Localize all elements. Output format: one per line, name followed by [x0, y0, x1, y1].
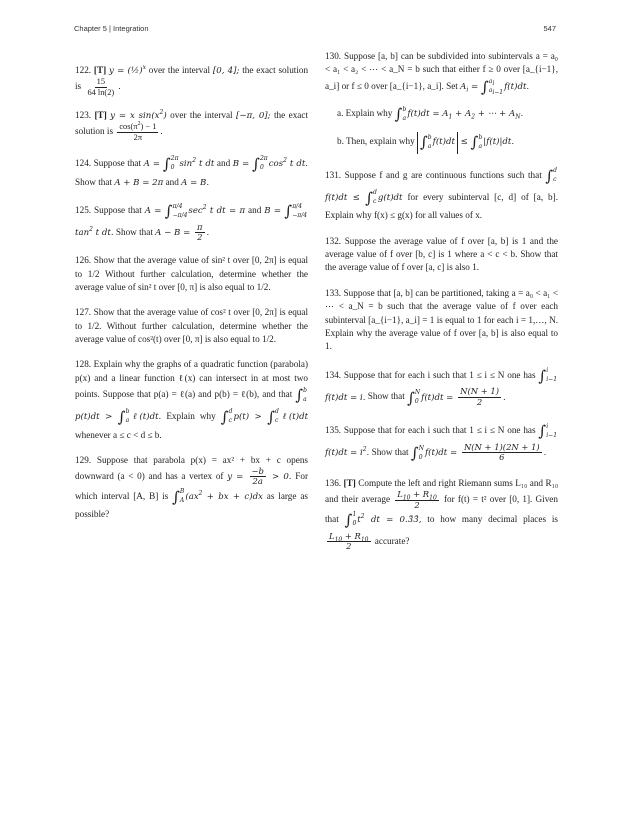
formula: ∫ N 0 f(t)dt = $\frac{N(N + 1)}{2}$ .: [407, 386, 506, 407]
exercise-122: 122. [T] y = (½)$^x$ over the interval [0, 4]; the exact solution is $\frac{15}{64 \ln(2)}$ .: [75, 64, 309, 97]
formula: ∫ d c p(t) > ∫ d c ℓ(t)dt: [220, 407, 309, 426]
formula: ∫ b a p(t)dt > ∫ b a ℓ(t)dt.: [75, 386, 308, 426]
formula: ∫ b a $f(t)dt = A_1 + A_2$ + ⋯ + $A_N$.: [394, 105, 524, 124]
right-column: [325, 50, 558, 563]
formula: y = x $\sin(x^2)$: [110, 109, 167, 121]
formula: ∫ b a f(t)dt ≤ ∫ b a |f(t)|dt.: [417, 137, 514, 147]
exercise-136: 136. [T] Compute the left and right Riemann sums L₁₀ and R₁₀ and their average $\frac{L_{10} + R_{10}}{2}$ for f(t) = t² over [0, 1]. Given that ∫ 1 0 $t^2$ dt = 0.3̄3̄, to how many decimal places is $\frac{L_{10} + R_{10}}{2}$ accurate?: [325, 478, 559, 551]
formula: B = ∫ π/4 −π/4 $\tan^2 t$ dt.: [75, 202, 308, 239]
exercise-126: 126. Show that the average value of sin² t over [0, 2π] is equal to 1/2 Without further calculation, determine whether the average value of sin² t over [0, π] is also equal to 1/2.: [75, 255, 308, 292]
exercise-130: 130. Suppose [a, b] can be subdivided into subintervals a = a₀ < a₁ < a₂ < ⋯ < a_N = b such that either f ≥ 0 over [a_{i−1}, a_i] or f ≤ 0 over [a_{i−1}, a_i]. Set $A_i$ = ∫ $a_i$ $a_{i-1}$ f(t)dt.: [325, 51, 559, 97]
formula: ∫ 1 0 $t^2$ dt = 0.3̄3̄,: [344, 510, 422, 529]
exercise-130-b: b. Then, explain why ∫ b a f(t)dt ≤ ∫ b a |f(t)|dt.: [337, 132, 558, 154]
formula: ∫ B A ($ax^2$ + bx + c)dx: [172, 487, 263, 506]
formula: y = $\frac{-b}{2a}$ > 0.: [227, 466, 292, 487]
formula: ∫ d c f(t)dt ≤ ∫ d c g(t)dt: [325, 166, 558, 207]
exercise-124: 124. Suppose that A = ∫ 2π 0 $\sin^2 t$ dt and B = ∫ 2π 0 $\cos^2 t$ dt. Show that A + B = 2π and A = B.: [75, 154, 309, 188]
exercise-134: 134. Suppose that for each i such that 1 ≤ i ≤ N one has ∫ i i−1 f(t)dt = i. Show that ∫ N 0 f(t)dt = $\frac{N(N + 1)}{2}$ .: [325, 366, 558, 407]
exercise-130-a: a. Explain why ∫ b a $f(t)dt = A_1 + A_2$ + ⋯ + $A_N$.: [337, 105, 524, 124]
formula: $\frac{L_{10} + R_{10}}{2}$: [329, 530, 369, 551]
exercise-129: 129. Suppose that parabola p(x) = ax² + bx + c opens downward (a < 0) and has a vertex of y = $\frac{-b}{2a}$ > 0. For which interval [A, B] is ∫ B A ($ax^2$ + bx + c)dx as large as possible?: [75, 454, 309, 520]
exercise-131: 131. Suppose f and g are continuous functions such that ∫ d c f(t)dt ≤ ∫ d c g(t)dt for every subinterval [c, d] of [a, b]. Explain why f(x) ≤ g(x) for all values of x.: [325, 166, 558, 221]
formula: $A_i$ = ∫ $a_i$ $a_{i-1}$ f(t)dt.: [460, 77, 530, 97]
exercise-125: 125. Suppose that A = ∫ π/4 −π/4 $\sec^2 t$ dt = π and B = ∫ π/4 −π/4 $\tan^2 t$ dt. Show that A − B = $\frac{\pi}{2}$ .: [75, 202, 308, 243]
formula: ∫ i i−1 f(t)dt = i.: [325, 366, 558, 403]
page-number: 547: [543, 24, 556, 33]
exercise-135: 135. Suppose that for each i such that 1 ≤ i ≤ N one has ∫ i i−1 $f(t)dt = i^2$. Show that ∫ N 0 f(t)dt = $\frac{N(N + 1)(2N + 1)}{6}$ .: [325, 422, 558, 463]
formula: y = (½)$^x$: [108, 64, 146, 76]
exercise-133: 133. Suppose that [a, b] can be partitioned, taking a = a₀ < a₁ < ⋯ < a_N = b such that the average value of f over each subinterval [a_{i−1}, a_i] = 1 is equal to 1 for each i = 1,…, N. Explain why the average value of f over [a, b] is also equal to 1.: [325, 287, 559, 352]
formula: ∫ N 0 f(t)dt = $\frac{N(N + 1)(2N + 1)}{6}$ .: [410, 442, 547, 463]
left-column: [75, 50, 308, 534]
exercise-127: 127. Show that the average value of cos² t over [0, 2π] is equal to 1/2. Without further calculation, determine whether the average value of cos²(t) over [0, π] is also equal to 1/2.: [75, 307, 309, 344]
exercise-132: 132. Suppose the average value of f over [a, b] is 1 and the average value of f over [b, c] is 1 where a < c < b. Show that the average value of f over [a, c] is also 1.: [325, 235, 559, 273]
formula-fraction: $\frac{\cos(\pi^2) - 1}{2\pi}$: [119, 121, 157, 142]
formula-fraction: $\frac{15}{64 \ln(2)}$: [87, 77, 115, 97]
chapter-header: Chapter 5 | Integration: [74, 24, 149, 33]
formula: A = ∫ 2π 0 $\sin^2 t$ dt: [143, 154, 215, 173]
exercise-128: 128. Explain why the graphs of a quadratic function (parabola) p(x) and a linear function ℓ(x) can intersect in at most two points. Suppose that p(a) = ℓ(a) and p(b) = ℓ(b), and that ∫ b a p(t)dt > ∫ b a ℓ(t)dt. Explain why ∫ d c p(t) > ∫ d c ℓ(t)dt whenever a ≤ c < d ≤ b.: [75, 359, 309, 440]
formula: B = ∫ 2π 0 $\cos^2 t$ dt.: [232, 154, 309, 173]
formula: A = ∫ π/4 −π/4 $\sec^2 t$ dt = π: [144, 202, 246, 221]
formula: ∫ i i−1 $f(t)dt = i^2$.: [325, 422, 558, 459]
exercise-123: 123. [T] y = x $\sin(x^2)$ over the interval [−π, 0]; the exact solution is $\frac{\cos(\pi^2) - 1}{2\pi}$ .: [75, 109, 308, 142]
formula: $\frac{L_{10} + R_{10}}{2}$: [397, 489, 437, 510]
